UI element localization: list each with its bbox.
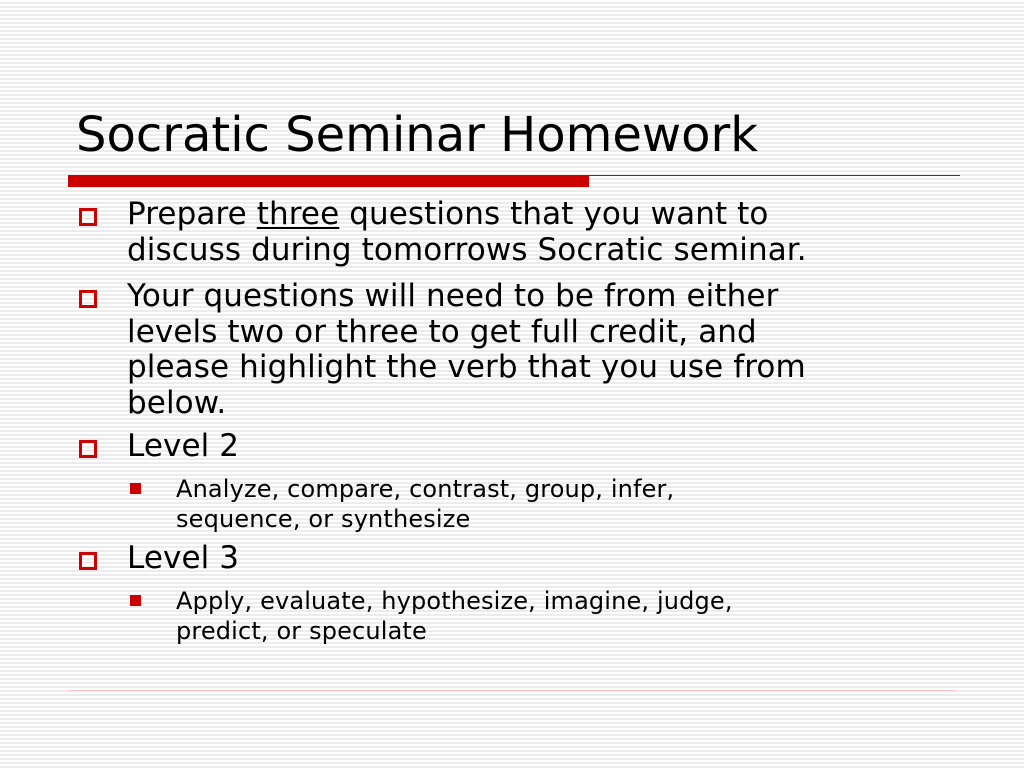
bullet-line: levels two or three to get full credit, and [127, 313, 757, 350]
footer-divider [68, 690, 956, 691]
sub-bullet-level-2-verbs [176, 474, 674, 534]
sub-bullet-line: Apply, evaluate, hypothesize, imagine, judge, [176, 587, 733, 615]
solid-square-bullet-icon [130, 483, 141, 494]
bullet-question-levels [127, 279, 806, 421]
emphasis-text: three [256, 196, 340, 232]
sub-bullet-line: sequence, or synthesize [176, 505, 471, 533]
title-underline-bar [68, 175, 589, 187]
sub-bullet-line: Analyze, compare, contrast, group, infer, [176, 475, 675, 503]
bullet-level-3 [127, 541, 239, 577]
bullet-text: questions that you want to [339, 196, 769, 232]
sub-bullet-level-3-verbs [176, 586, 733, 646]
hollow-square-bullet-icon [79, 290, 97, 308]
slide-title: Socratic Seminar Homework [76, 107, 759, 163]
bullet-line: Level 3 [127, 540, 240, 576]
hollow-square-bullet-icon [79, 440, 97, 458]
hollow-square-bullet-icon [79, 208, 97, 226]
bullet-line: Your questions will need to be from either [127, 278, 779, 314]
bullet-text: Prepare [127, 196, 257, 232]
bullet-line: Level 2 [127, 428, 240, 464]
bullet-line: please highlight the verb that you use from [127, 349, 806, 385]
hollow-square-bullet-icon [79, 552, 97, 570]
bullet-line [127, 197, 807, 233]
sub-bullet-line: predict, or speculate [176, 617, 427, 645]
bullet-line: discuss during tomorrows Socratic seminar. [127, 231, 807, 268]
bullet-level-2 [127, 429, 239, 465]
bullet-prepare-questions [127, 197, 807, 268]
bullet-line: below. [127, 384, 227, 421]
title-underline-line [589, 175, 960, 176]
solid-square-bullet-icon [130, 595, 141, 606]
